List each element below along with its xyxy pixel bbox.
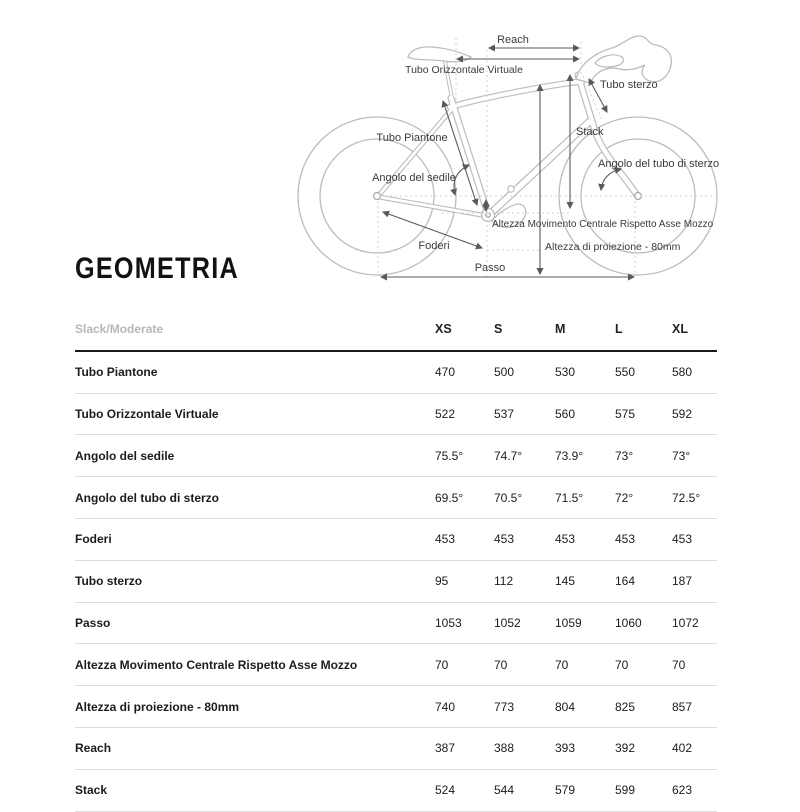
row-value: 500 (494, 365, 515, 380)
row-value: 71.5° (555, 490, 584, 505)
row-value: 530 (555, 365, 576, 380)
row-value: 70 (435, 657, 449, 672)
table-row (75, 352, 717, 394)
row-value: 74.7° (494, 448, 523, 463)
row-value: 1059 (555, 615, 582, 630)
row-label: Altezza di proiezione - 80mm (75, 699, 240, 714)
row-label: Tubo Piantone (75, 365, 158, 380)
row-value: 112 (494, 574, 514, 589)
row-value: 145 (555, 574, 576, 589)
row-value: 72.5° (672, 490, 701, 505)
label-altezza-movimento: Altezza Movimento Centrale Rispetto Asse Mozzo (492, 219, 714, 230)
row-value: 453 (615, 532, 636, 547)
row-label: Angolo del sedile (75, 448, 175, 463)
label-angolo-sedile: Angolo del sedile (372, 172, 456, 184)
label-angolo-sterzo: Angolo del tubo di sterzo (598, 158, 720, 170)
label-passo: Passo (474, 262, 506, 274)
row-value: 804 (555, 699, 576, 714)
size-column-header-s: S (494, 322, 503, 337)
row-value: 453 (435, 532, 456, 547)
row-value: 453 (555, 532, 576, 547)
page-title: GEOMETRIA (75, 252, 239, 285)
table-row (75, 435, 717, 477)
row-value: 95 (435, 574, 449, 589)
row-label: Foderi (75, 532, 112, 547)
size-column-header-l: L (615, 322, 623, 337)
row-value: 522 (435, 406, 456, 421)
row-value: 402 (672, 741, 693, 756)
row-value: 73° (672, 448, 691, 463)
rear-axle (374, 193, 381, 200)
row-label: Reach (75, 741, 112, 756)
table-row (75, 561, 717, 603)
row-value: 69.5° (435, 490, 464, 505)
row-value: 579 (555, 783, 576, 798)
label-tubo-piantone: Tubo Piantone (376, 132, 448, 144)
row-label: Stack (75, 783, 108, 798)
table-row (75, 519, 717, 561)
row-value: 453 (494, 532, 515, 547)
table-row (75, 686, 717, 728)
row-value: 73° (615, 448, 634, 463)
row-value: 580 (672, 365, 693, 380)
row-value: 575 (615, 406, 636, 421)
row-value: 392 (615, 741, 636, 756)
table-row (75, 394, 717, 436)
row-value: 560 (555, 406, 576, 421)
row-value: 70.5° (494, 490, 523, 505)
row-value: 825 (615, 699, 636, 714)
row-value: 524 (435, 783, 456, 798)
size-column-header-xs: XS (435, 322, 452, 337)
row-value: 1052 (494, 615, 521, 630)
table-row (75, 603, 717, 645)
table-row (75, 770, 717, 812)
label-altezza-proiezione: Altezza di proiezione - 80mm (545, 241, 681, 253)
row-value: 544 (494, 783, 515, 798)
table-row (75, 728, 717, 770)
row-value: 164 (615, 574, 636, 589)
table-row (75, 644, 717, 686)
row-value: 470 (435, 365, 456, 380)
row-value: 1053 (435, 615, 462, 630)
row-value: 70 (615, 657, 629, 672)
row-value: 70 (555, 657, 569, 672)
row-value: 550 (615, 365, 636, 380)
row-value: 187 (672, 574, 693, 589)
row-value: 73.9° (555, 448, 584, 463)
label-reach: Reach (497, 34, 529, 46)
row-value: 388 (494, 741, 515, 756)
row-value: 70 (494, 657, 508, 672)
size-column-header-xl: XL (672, 322, 688, 337)
row-value: 1072 (672, 615, 699, 630)
row-value: 387 (435, 741, 456, 756)
row-value: 1060 (615, 615, 642, 630)
row-label: Tubo Orizzontale Virtuale (75, 406, 219, 421)
label-tubo-orizzontale: Tubo Orizzontale Virtuale (405, 64, 523, 76)
row-label: Tubo sterzo (75, 574, 143, 589)
row-label: Angolo del tubo di sterzo (75, 490, 219, 505)
row-value: 599 (615, 783, 636, 798)
variant-label: Slack/Moderate (75, 322, 164, 337)
label-stack: Stack (576, 126, 604, 138)
table-row (75, 477, 717, 519)
row-value: 537 (494, 406, 515, 421)
row-label: Altezza Movimento Centrale Rispetto Asse Mozzo (75, 657, 358, 672)
row-value: 72° (615, 490, 634, 505)
row-value: 75.5° (435, 448, 464, 463)
row-value: 592 (672, 406, 693, 421)
row-value: 393 (555, 741, 576, 756)
row-value: 773 (494, 699, 515, 714)
row-value: 857 (672, 699, 693, 714)
row-value: 623 (672, 783, 693, 798)
table-header-row (75, 309, 717, 352)
row-value: 740 (435, 699, 456, 714)
label-foderi: Foderi (418, 240, 450, 252)
label-tubo-sterzo: Tubo sterzo (600, 79, 658, 91)
size-column-header-m: M (555, 322, 566, 337)
geometry-table (75, 309, 717, 812)
row-value: 70 (672, 657, 686, 672)
row-label: Passo (75, 615, 111, 630)
table-body (75, 352, 717, 812)
row-value: 453 (672, 532, 693, 547)
